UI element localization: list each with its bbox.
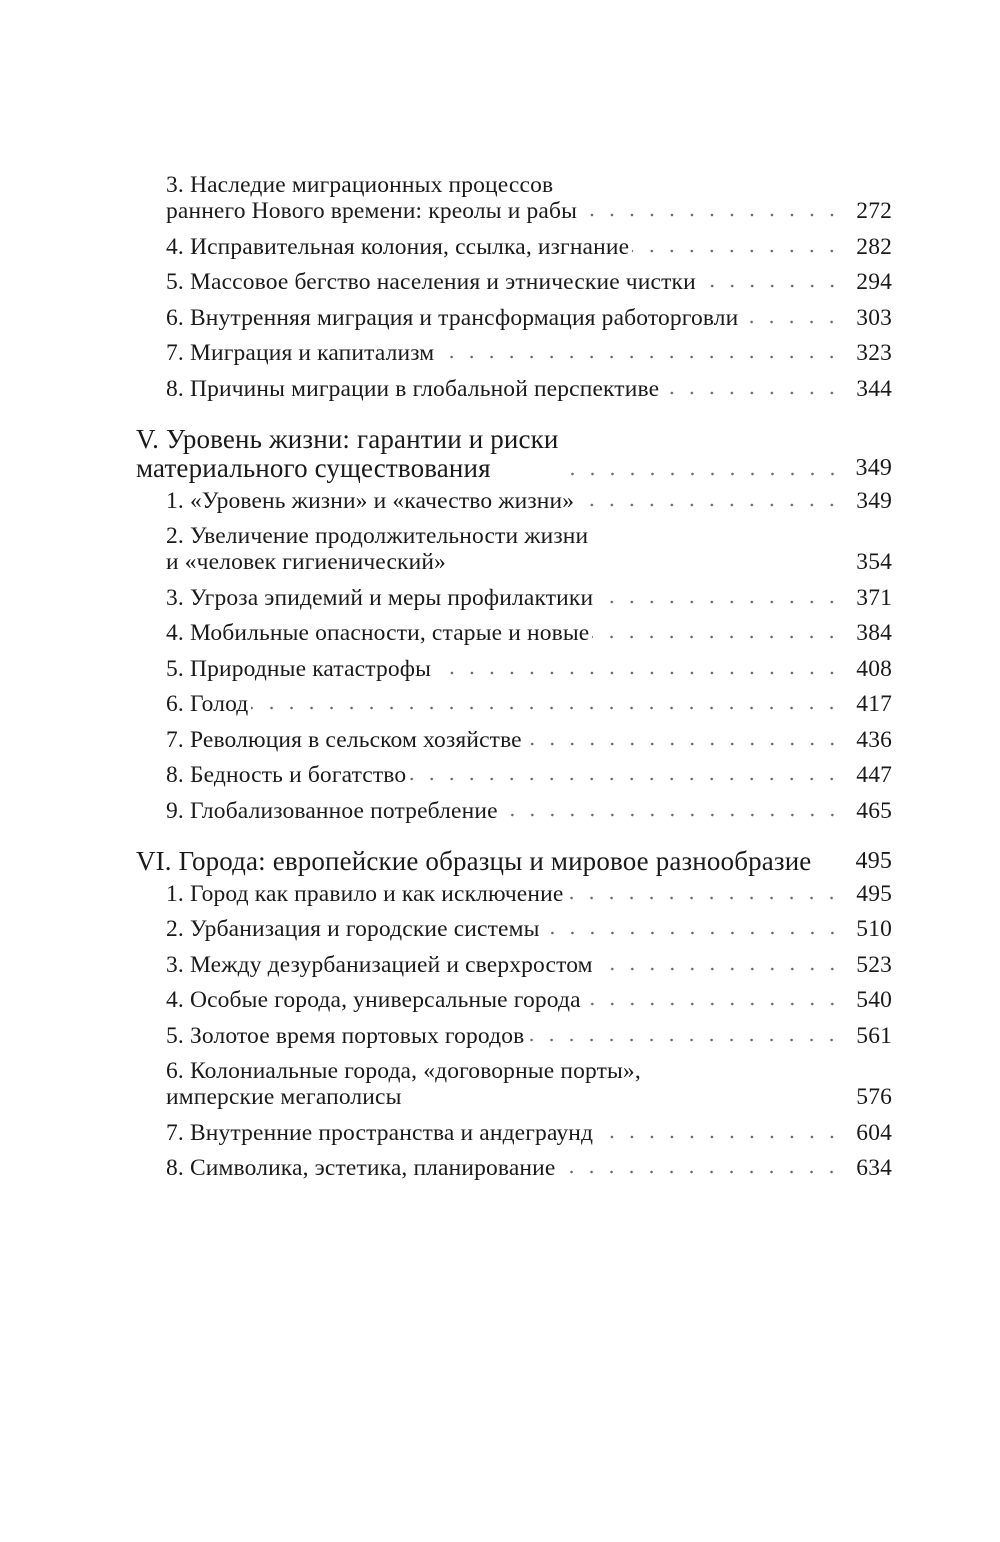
toc-entry-title: 9. Глобализованное потребление xyxy=(166,797,498,824)
toc-entry-title: 8. Бедность и богатство xyxy=(166,762,407,788)
toc-entry xyxy=(136,269,892,295)
toc-entry-title: 7. Внутренние пространства и андеграунд xyxy=(166,1119,594,1146)
chapter-title: V. Уровень жизни: гарантии и риски материального существования xyxy=(136,423,559,483)
toc-entry-title: 7. Миграция и капитализм xyxy=(166,340,435,366)
toc-entry-title: 5. Массовое бегство населения и этнические чистки xyxy=(166,269,696,295)
dot-leader xyxy=(814,858,842,870)
toc-entry-page: 561 xyxy=(856,1022,892,1049)
toc-entry-title: 4. Исправительная колония, ссылка, изгнание xyxy=(166,233,630,260)
toc-entry-title: 8. Символика, эстетика, планирование xyxy=(166,1155,556,1181)
toc-entry-title: 6. Колониальные города, «договорные порты», имперские мегаполисы xyxy=(166,1058,641,1110)
toc-entry-page: 604 xyxy=(856,1119,892,1146)
toc-entry-page: 282 xyxy=(856,233,892,260)
toc-entry-page: 540 xyxy=(856,987,892,1013)
toc-entry xyxy=(136,727,892,753)
toc-entry-title: 7. Революция в сельском хозяйстве xyxy=(166,726,522,753)
dot-leader xyxy=(632,242,842,254)
toc-entry xyxy=(136,585,892,611)
toc-entry-page: 303 xyxy=(856,304,892,331)
toc-entry xyxy=(136,952,892,978)
toc-entry xyxy=(136,376,892,402)
dot-leader xyxy=(644,1092,842,1104)
toc-entry xyxy=(136,523,892,575)
toc-entry-title: 1. Город как правило и как исключение xyxy=(166,880,564,907)
toc-entry xyxy=(136,488,892,514)
toc-entry xyxy=(136,1120,892,1146)
dot-leader xyxy=(596,593,842,605)
toc-entry-page: 417 xyxy=(856,691,892,717)
toc-entry-page: 495 xyxy=(856,880,892,907)
dot-leader xyxy=(596,1128,842,1140)
dot-leader xyxy=(543,924,842,936)
toc-chapter-heading xyxy=(136,425,892,483)
toc-entry-title: 5. Природные катастрофы xyxy=(166,655,432,682)
toc-entry-page: 349 xyxy=(856,487,892,514)
toc-entry-page: 436 xyxy=(856,726,892,753)
toc-entry-page: 408 xyxy=(856,655,892,682)
toc-entry-page: 371 xyxy=(856,584,892,611)
toc-entry-title: 4. Мобильные опасности, старые и новые xyxy=(166,620,590,646)
toc-entry-page: 294 xyxy=(856,269,892,295)
toc-entry-title: 5. Золотое время портовых городов xyxy=(166,1022,525,1049)
toc-entry-page: 384 xyxy=(856,620,892,646)
toc-entry-title: 3. Угроза эпидемий и меры профилактики xyxy=(166,584,594,611)
toc-entry xyxy=(136,172,892,224)
chapter-page: 349 xyxy=(855,454,892,481)
toc-entry xyxy=(136,762,892,788)
chapter-title: VI. Города: европейские образцы и мировое разнообразие xyxy=(136,845,812,876)
toc-entry-title: 6. Внутренняя миграция и трансформация работорговли xyxy=(166,304,739,331)
toc-entry xyxy=(136,1023,892,1049)
dot-leader xyxy=(525,735,842,747)
dot-leader xyxy=(699,277,842,289)
toc-entry xyxy=(136,916,892,942)
toc-entry-title: 6. Голод xyxy=(166,691,249,717)
toc-entry xyxy=(136,881,892,907)
dot-leader xyxy=(662,384,842,396)
dot-leader xyxy=(501,806,842,818)
toc-entry xyxy=(136,1058,892,1110)
dot-leader xyxy=(251,699,842,711)
toc-entry-page: 465 xyxy=(856,797,892,824)
toc-entry-page: 634 xyxy=(856,1155,892,1181)
toc-entry xyxy=(136,305,892,331)
dot-leader xyxy=(596,960,842,972)
toc-chapter-heading xyxy=(136,847,892,876)
toc-entry xyxy=(136,798,892,824)
toc-entry xyxy=(136,691,892,717)
toc-entry-title: 4. Особые города, универсальные города xyxy=(166,987,581,1013)
dot-leader xyxy=(741,313,842,325)
dot-leader xyxy=(577,496,842,508)
toc-entry xyxy=(136,620,892,646)
dot-leader xyxy=(562,465,842,477)
dot-leader xyxy=(409,770,842,782)
dot-leader xyxy=(584,995,842,1007)
dot-leader xyxy=(580,206,842,218)
toc-entry xyxy=(136,234,892,260)
toc-entry-page: 576 xyxy=(856,1084,892,1110)
toc-entry-page: 354 xyxy=(856,549,892,575)
dot-leader xyxy=(434,664,842,676)
toc-entry xyxy=(136,340,892,366)
dot-leader xyxy=(566,889,842,901)
toc-entry-page: 523 xyxy=(856,951,892,978)
toc-entry-title: 2. Увеличение продолжительности жизни и «человек гигиенический» xyxy=(166,523,589,575)
dot-leader xyxy=(437,348,842,360)
toc-entry-page: 344 xyxy=(856,375,892,402)
toc-entry-title: 1. «Уровень жизни» и «качество жизни» xyxy=(166,487,575,514)
chapter-page: 495 xyxy=(855,847,892,874)
toc-entry-title: 3. Наследие миграционных процессов раннего Нового времени: креолы и рабы xyxy=(166,172,578,224)
toc-entry xyxy=(136,656,892,682)
toc-entry xyxy=(136,987,892,1013)
toc-entry-title: 3. Между дезурбанизацией и сверхростом xyxy=(166,951,593,978)
dot-leader xyxy=(527,1031,842,1043)
toc-entry-page: 323 xyxy=(856,340,892,366)
toc-entry-page: 272 xyxy=(856,198,892,224)
dot-leader xyxy=(591,557,842,569)
toc-entry-title: 2. Урбанизация и городские системы xyxy=(166,916,540,942)
dot-leader xyxy=(592,628,842,640)
table-of-contents xyxy=(136,172,892,1191)
toc-entry xyxy=(136,1155,892,1181)
toc-entry-page: 510 xyxy=(856,916,892,942)
toc-entry-page: 447 xyxy=(856,762,892,788)
dot-leader xyxy=(558,1163,842,1175)
toc-entry-title: 8. Причины миграции в глобальной перспективе xyxy=(166,375,660,402)
